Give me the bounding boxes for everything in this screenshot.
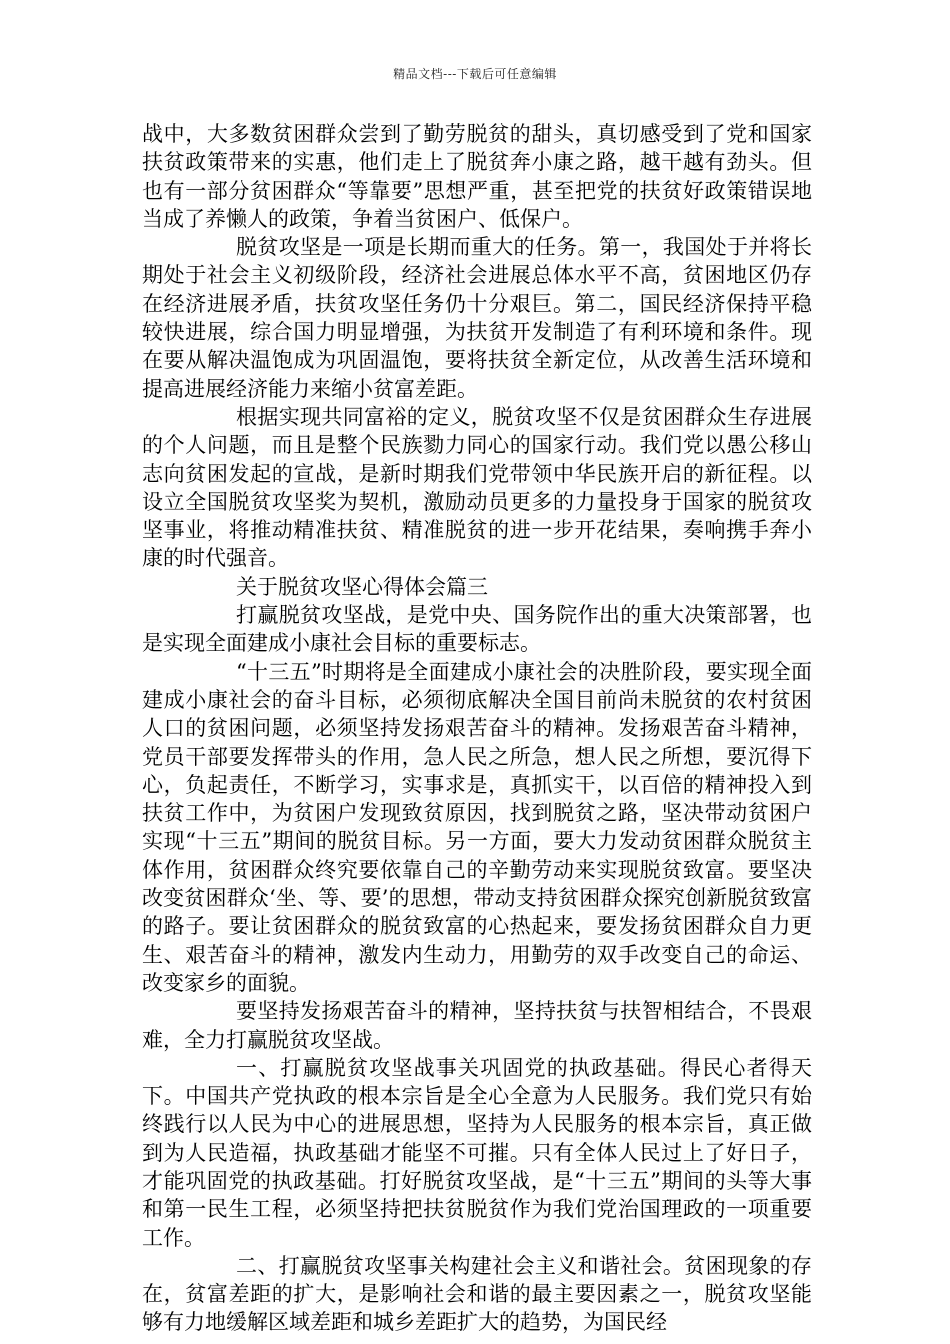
paragraph-point-two: 二、打赢脱贫攻坚事关构建社会主义和谐社会。贫困现象的存在，贫富差距的扩大，是影响社会和谐的最主要因素之一，脱贫攻坚能够有力地缓解区域差距和城乡差距扩大的趋势，为国民经: [142, 1253, 812, 1335]
paragraph-point-one: 一、打赢脱贫攻坚战事关巩固党的执政基础。得民心者得天下。中国共产党执政的根本宗旨是全心全意为人民服务。我们党只有始终践行以人民为中心的进展思想，坚持为人民服务的根本宗旨，真正做到为人民造福，执政基础才能坚不可摧。只有全体人民过上了好日子，才能巩固党的执政基础。打好脱贫攻坚战，是“十三五”期间的头等大事和第一民生工程，必须坚持把扶贫脱贫作为我们党治国理政的一项重要工作。: [142, 1055, 812, 1250]
paragraph-common-prosperity: 根据实现共同富裕的定义，脱贫攻坚不仅是贫困群众生存进展的个人问题，而且是整个民族勠力同心的国家行动。我们党以愚公移山志向贫困发起的宣战，是新时期我们党带领中华民族开启的新征程。以设立全国脱贫攻坚奖为契机，激励动员更多的力量投身于国家的脱贫攻坚事业，将推动精准扶贫、精准脱贫的进一步开花结果，奏响携手奔小康的时代强音。: [142, 404, 812, 571]
paragraph-long-term-task: 脱贫攻坚是一项是长期而重大的任务。第一，我国处于并将长期处于社会主义初级阶段，经济社会进展总体水平不高，贫困地区仍存在经济进展矛盾，扶贫攻坚任务仍十分艰巨。第二，国民经济保持平稳较快进展，综合国力明显增强，为扶贫开发制造了有利环境和条件。现在要从解决温饱成为巩固温饱，要将扶贫全新定位，从改善生活环境和提高进展经济能力来缩小贫富差距。: [142, 235, 812, 401]
paragraph-decision: 打赢脱贫攻坚战，是党中央、国务院作出的重大决策部署，也是实现全面建成小康社会目标的重要标志。: [142, 603, 812, 656]
paragraph-13th-five-year: “十三五”时期将是全面建成小康社会的决胜阶段，要实现全面建成小康社会的奋斗目标，必须彻底解决全国目前尚未脱贫的农村贫困人口的贫困问题，必须坚持发扬艰苦奋斗的精神。发扬艰苦奋斗精神，党员干部要发挥带头的作用，急人民之所急，想人民之所想，要沉得下心，负起责任，不断学习，实事求是，真抓实干，以百倍的精神投入到扶贫工作中，为贫困户发现致贫原因，找到脱贫之路，坚决带动贫困户实现“十三五”期间的脱贫目标。另一方面，要大力发动贫困群众脱贫主体作用，贫困群众终究要依靠自己的辛勤劳动来实现脱贫致富。要坚决改变贫困群众‘坐、等、要’的思想，带动支持贫困群众探究创新脱贫致富的路子。要让贫困群众的脱贫致富的心热起来，要发扬贫困群众自力更生、艰苦奋斗的精神，激发内生动力，用勤劳的双手改变自己的命运、改变家乡的面貌。: [142, 659, 812, 995]
document-body: [142, 120, 812, 1337]
paragraph-continuation: 战中，大多数贫困群众尝到了勤劳脱贫的甜头，真切感受到了党和国家扶贫政策带来的实惠，他们走上了脱贫奔小康之路，越干越有劲头。但也有一部分贫困群众“等靠要”思想严重，甚至把党的扶贫好政策错误地当成了养懒人的政策，争着当贫困户、低保户。: [142, 122, 812, 231]
section-heading: 关于脱贫攻坚心得体会篇三: [236, 574, 488, 599]
page-header: 精品文档---下载后可任意编辑: [393, 67, 557, 81]
paragraph-hard-work: 要坚持发扬艰苦奋斗的精神，坚持扶贫与扶智相结合，不畏艰难，全力打赢脱贫攻坚战。: [142, 999, 812, 1052]
